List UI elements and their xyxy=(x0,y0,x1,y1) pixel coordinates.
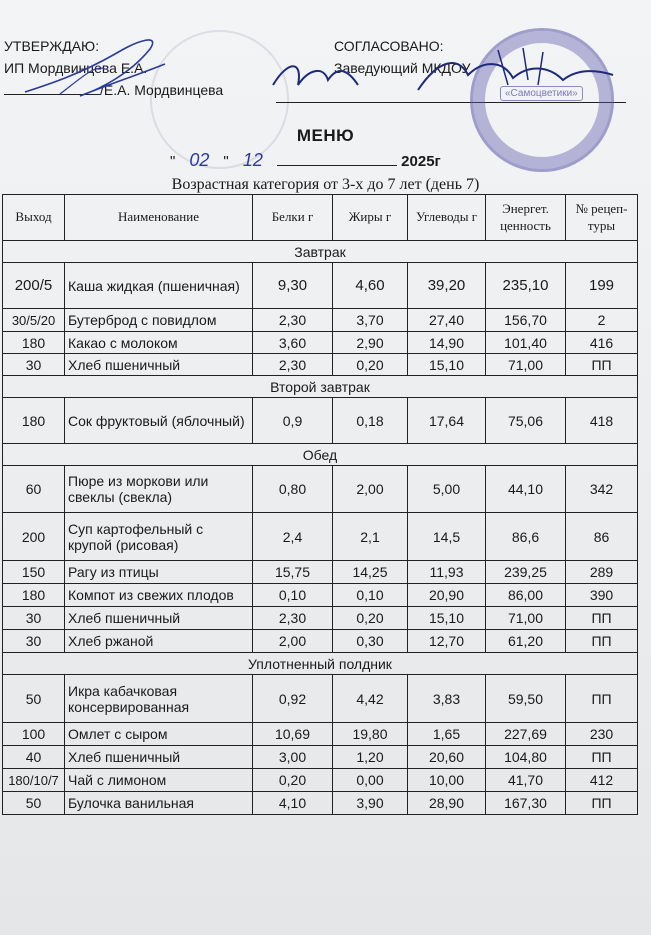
col-header-fat: Жиры г xyxy=(333,195,408,241)
table-row xyxy=(3,332,638,354)
carbs-cell: 10,00 xyxy=(408,769,486,792)
protein-cell: 0,10 xyxy=(253,584,333,607)
output-cell: 180 xyxy=(3,332,65,354)
protein-cell: 2,00 xyxy=(253,630,333,653)
dish-name-cell: Рагу из птицы xyxy=(65,561,253,584)
protein-cell: 3,60 xyxy=(253,332,333,354)
recipe-cell: 390 xyxy=(566,584,638,607)
date-day: 02 xyxy=(189,150,210,170)
recipe-cell: 342 xyxy=(566,466,638,513)
table-row xyxy=(3,769,638,792)
output-cell: 40 xyxy=(3,746,65,769)
recipe-cell: ПП xyxy=(566,630,638,653)
table-row xyxy=(3,792,638,815)
fat-cell: 0,20 xyxy=(333,607,408,630)
dish-name-cell: Хлеб пшеничный xyxy=(65,607,253,630)
dish-name-cell: Пюре из моркови или свеклы (свекла) xyxy=(65,466,253,513)
section-title: Обед xyxy=(3,444,638,466)
carbs-cell: 5,00 xyxy=(408,466,486,513)
fat-cell: 4,42 xyxy=(333,675,408,723)
recipe-cell: 289 xyxy=(566,561,638,584)
fat-cell: 2,1 xyxy=(333,513,408,561)
section-row xyxy=(3,653,638,675)
fat-cell: 0,00 xyxy=(333,769,408,792)
recipe-cell: 86 xyxy=(566,513,638,561)
output-cell: 150 xyxy=(3,561,65,584)
col-header-carbs: Углеводы г xyxy=(408,195,486,241)
section-row xyxy=(3,444,638,466)
table-row xyxy=(3,675,638,723)
dish-name-cell: Чай с лимоном xyxy=(65,769,253,792)
protein-cell: 0,80 xyxy=(253,466,333,513)
dish-name-cell: Булочка ванильная xyxy=(65,792,253,815)
output-cell: 30/5/20 xyxy=(3,309,65,332)
menu-date: " 02 " 12 2025г xyxy=(170,150,441,170)
col-header-recipe: № рецеп-туры xyxy=(566,195,638,241)
fat-cell: 0,18 xyxy=(333,398,408,444)
energy-cell: 101,40 xyxy=(486,332,566,354)
output-cell: 200/5 xyxy=(3,263,65,309)
menu-table-body xyxy=(3,241,638,815)
recipe-cell: ПП xyxy=(566,675,638,723)
section-title: Второй завтрак xyxy=(3,376,638,398)
col-header-energy: Энергет. ценность xyxy=(486,195,566,241)
carbs-cell: 20,90 xyxy=(408,584,486,607)
dish-name-cell: Икра кабачковая консервированная xyxy=(65,675,253,723)
fat-cell: 14,25 xyxy=(333,561,408,584)
agreed-label: СОГЛАСОВАНО: xyxy=(334,38,444,54)
table-row xyxy=(3,309,638,332)
stamp-label: «Самоцветики» xyxy=(500,86,583,101)
fat-cell: 0,10 xyxy=(333,584,408,607)
fat-cell: 3,90 xyxy=(333,792,408,815)
col-header-protein: Белки г xyxy=(253,195,333,241)
dish-name-cell: Каша жидкая (пшеничная) xyxy=(65,263,253,309)
dish-name-cell: Компот из свежих плодов xyxy=(65,584,253,607)
dish-name-cell: Сок фруктовый (яблочный) xyxy=(65,398,253,444)
table-row xyxy=(3,263,638,309)
signature-right xyxy=(268,40,638,110)
recipe-cell: ПП xyxy=(566,746,638,769)
menu-title: МЕНЮ xyxy=(296,126,355,145)
energy-cell: 75,06 xyxy=(486,398,566,444)
output-cell: 180/10/7 xyxy=(3,769,65,792)
approver-name: /Е.А. Мордвинцева xyxy=(100,82,224,98)
recipe-cell: 418 xyxy=(566,398,638,444)
output-cell: 30 xyxy=(3,354,65,376)
energy-cell: 104,80 xyxy=(486,746,566,769)
energy-cell: 239,25 xyxy=(486,561,566,584)
output-cell: 200 xyxy=(3,513,65,561)
carbs-cell: 12,70 xyxy=(408,630,486,653)
dish-name-cell: Хлеб пшеничный xyxy=(65,746,253,769)
output-cell: 60 xyxy=(3,466,65,513)
protein-cell: 3,00 xyxy=(253,746,333,769)
table-row xyxy=(3,398,638,444)
fat-cell: 0,30 xyxy=(333,630,408,653)
energy-cell: 41,70 xyxy=(486,769,566,792)
protein-cell: 2,30 xyxy=(253,354,333,376)
carbs-cell: 3,83 xyxy=(408,675,486,723)
table-row xyxy=(3,354,638,376)
output-cell: 50 xyxy=(3,675,65,723)
table-row xyxy=(3,630,638,653)
energy-cell: 71,00 xyxy=(486,607,566,630)
approve-label: УТВЕРЖДАЮ: xyxy=(4,38,100,54)
output-cell: 180 xyxy=(3,584,65,607)
protein-cell: 4,10 xyxy=(253,792,333,815)
recipe-cell: 412 xyxy=(566,769,638,792)
output-cell: 30 xyxy=(3,607,65,630)
approver-org: ИП Мордвинцева Е.А. xyxy=(4,60,148,76)
carbs-cell: 15,10 xyxy=(408,607,486,630)
protein-cell: 0,20 xyxy=(253,769,333,792)
output-cell: 50 xyxy=(3,792,65,815)
protein-cell: 9,30 xyxy=(253,263,333,309)
section-title: Уплотненный полдник xyxy=(3,653,638,675)
fat-cell: 2,00 xyxy=(333,466,408,513)
energy-cell: 61,20 xyxy=(486,630,566,653)
col-header-output: Выход xyxy=(3,195,65,241)
output-cell: 30 xyxy=(3,630,65,653)
dish-name-cell: Бутерброд с повидлом xyxy=(65,309,253,332)
table-row xyxy=(3,466,638,513)
fat-cell: 2,90 xyxy=(333,332,408,354)
table-row xyxy=(3,746,638,769)
table-row xyxy=(3,513,638,561)
table-row xyxy=(3,723,638,746)
date-month: 12 xyxy=(242,150,263,170)
recipe-cell: ПП xyxy=(566,354,638,376)
energy-cell: 71,00 xyxy=(486,354,566,376)
recipe-cell: 2 xyxy=(566,309,638,332)
dish-name-cell: Хлеб ржаной xyxy=(65,630,253,653)
energy-cell: 235,10 xyxy=(486,263,566,309)
table-row xyxy=(3,584,638,607)
energy-cell: 59,50 xyxy=(486,675,566,723)
protein-cell: 15,75 xyxy=(253,561,333,584)
dish-name-cell: Омлет с сыром xyxy=(65,723,253,746)
carbs-cell: 17,64 xyxy=(408,398,486,444)
section-row xyxy=(3,376,638,398)
date-year: 2025г xyxy=(401,153,441,170)
agreed-role: Заведующий МКДОУ xyxy=(334,60,471,76)
signature-left xyxy=(20,34,170,104)
energy-cell: 44,10 xyxy=(486,466,566,513)
carbs-cell: 27,40 xyxy=(408,309,486,332)
carbs-cell: 14,90 xyxy=(408,332,486,354)
menu-subtitle: Возрастная категория от 3-х до 7 лет (день 7) xyxy=(171,176,480,193)
energy-cell: 167,30 xyxy=(486,792,566,815)
recipe-cell: ПП xyxy=(566,607,638,630)
output-cell: 100 xyxy=(3,723,65,746)
recipe-cell: 230 xyxy=(566,723,638,746)
protein-cell: 2,30 xyxy=(253,607,333,630)
carbs-cell: 15,10 xyxy=(408,354,486,376)
energy-cell: 156,70 xyxy=(486,309,566,332)
carbs-cell: 14,5 xyxy=(408,513,486,561)
carbs-cell: 28,90 xyxy=(408,792,486,815)
fat-cell: 4,60 xyxy=(333,263,408,309)
energy-cell: 227,69 xyxy=(486,723,566,746)
protein-cell: 0,9 xyxy=(253,398,333,444)
protein-cell: 0,92 xyxy=(253,675,333,723)
carbs-cell: 20,60 xyxy=(408,746,486,769)
recipe-cell: 416 xyxy=(566,332,638,354)
fat-cell: 0,20 xyxy=(333,354,408,376)
energy-cell: 86,6 xyxy=(486,513,566,561)
section-row xyxy=(3,241,638,263)
carbs-cell: 1,65 xyxy=(408,723,486,746)
fat-cell: 19,80 xyxy=(333,723,408,746)
section-title: Завтрак xyxy=(3,241,638,263)
protein-cell: 10,69 xyxy=(253,723,333,746)
protein-cell: 2,30 xyxy=(253,309,333,332)
protein-cell: 2,4 xyxy=(253,513,333,561)
fat-cell: 1,20 xyxy=(333,746,408,769)
recipe-cell: ПП xyxy=(566,792,638,815)
carbs-cell: 39,20 xyxy=(408,263,486,309)
dish-name-cell: Суп картофельный с крупой (рисовая) xyxy=(65,513,253,561)
col-header-name: Наименование xyxy=(65,195,253,241)
dish-name-cell: Хлеб пшеничный xyxy=(65,354,253,376)
menu-table xyxy=(2,194,638,815)
recipe-cell: 199 xyxy=(566,263,638,309)
energy-cell: 86,00 xyxy=(486,584,566,607)
table-row xyxy=(3,607,638,630)
output-cell: 180 xyxy=(3,398,65,444)
table-header-row xyxy=(3,195,638,241)
carbs-cell: 11,93 xyxy=(408,561,486,584)
table-row xyxy=(3,561,638,584)
dish-name-cell: Какао с молоком xyxy=(65,332,253,354)
fat-cell: 3,70 xyxy=(333,309,408,332)
